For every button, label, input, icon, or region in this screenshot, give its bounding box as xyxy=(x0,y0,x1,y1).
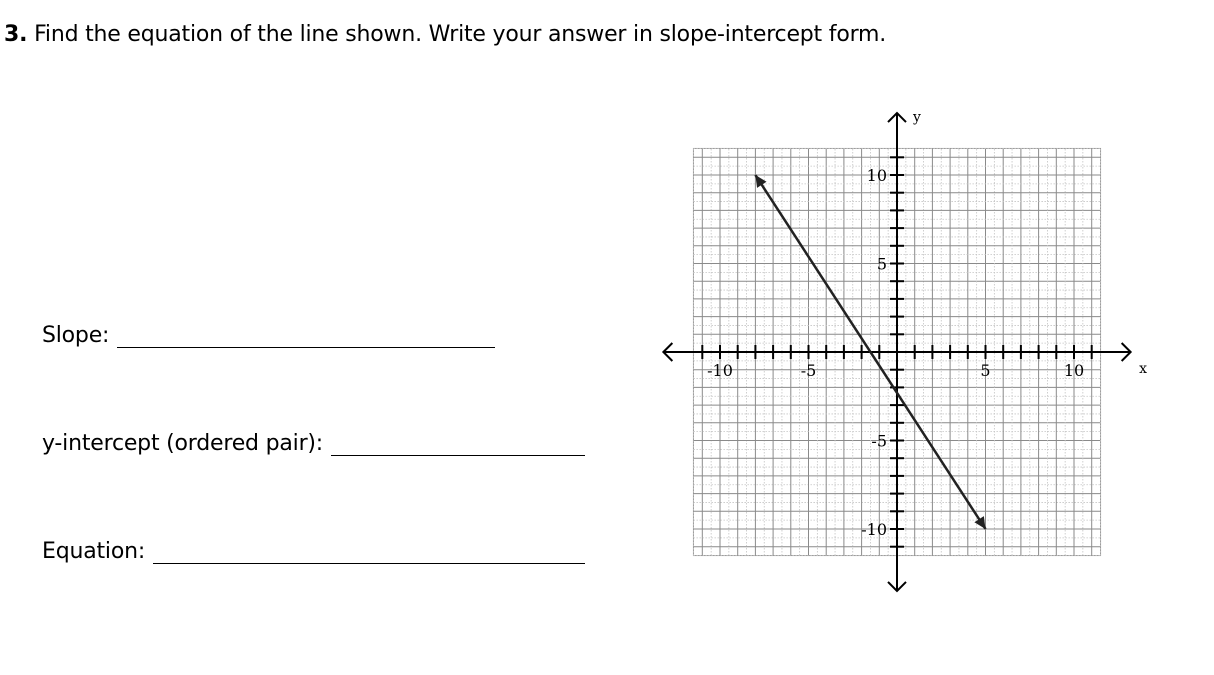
y-axis-label: y xyxy=(913,109,921,126)
question-text: Find the equation of the line shown. Write your answer in slope-intercept form. xyxy=(34,22,887,47)
y-intercept-field xyxy=(42,431,585,456)
question-number: 3. xyxy=(4,22,28,47)
y-tick-label: 10 xyxy=(866,166,887,185)
x-tick-label: 5 xyxy=(980,361,991,380)
y-tick-label: -5 xyxy=(871,431,887,451)
equation-field xyxy=(42,539,585,564)
x-tick-label: -5 xyxy=(800,361,817,380)
equation-answer-blank[interactable] xyxy=(153,541,585,564)
question-prompt xyxy=(4,22,886,47)
x-tick-label: -10 xyxy=(707,361,733,380)
slope-field xyxy=(42,323,495,348)
slope-answer-blank[interactable] xyxy=(117,325,495,348)
slope-label: Slope: xyxy=(42,323,110,348)
y-intercept-label: y-intercept (ordered pair): xyxy=(42,431,324,456)
x-tick-label: 10 xyxy=(1063,361,1085,380)
y-tick-label: 5 xyxy=(876,254,887,274)
coordinate-graph xyxy=(650,100,1150,610)
y-intercept-answer-blank[interactable] xyxy=(331,433,585,456)
y-tick-label: -10 xyxy=(861,520,887,539)
x-axis-label: x xyxy=(1139,361,1147,377)
equation-label: Equation: xyxy=(42,539,146,564)
